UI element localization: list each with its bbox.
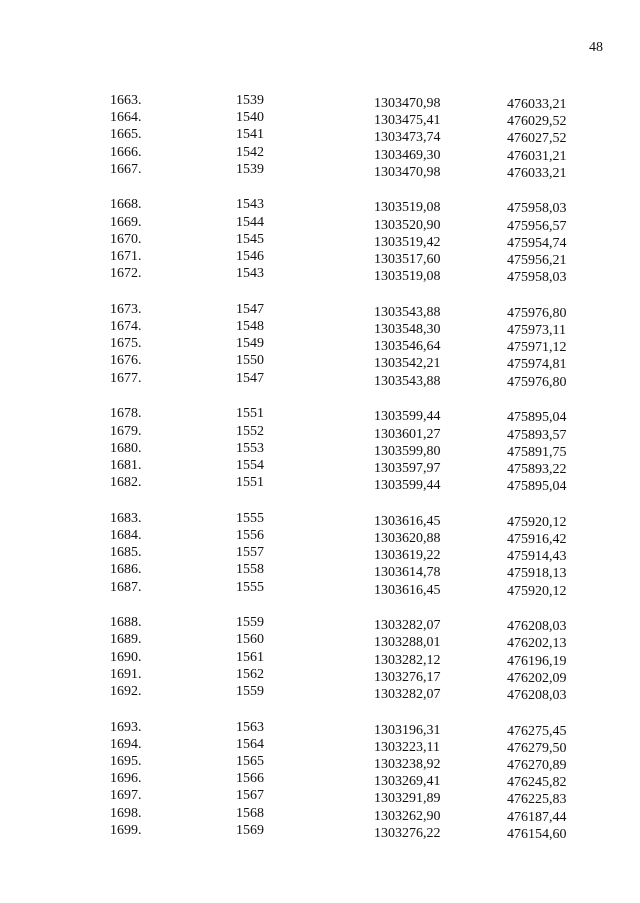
point-id: 1554 (236, 457, 264, 473)
row-group (0, 301, 640, 390)
table-row (0, 335, 640, 356)
point-id: 1553 (236, 440, 264, 456)
point-id: 1542 (236, 144, 264, 160)
coordinate-y: 475971,12 (507, 340, 567, 356)
table-row (0, 214, 640, 234)
table-row (0, 561, 640, 582)
coordinate-x: 1303519,08 (374, 269, 441, 285)
coordinate-y: 476225,83 (507, 792, 567, 808)
coordinate-y: 476033,21 (507, 97, 567, 112)
point-id: 1565 (236, 754, 264, 769)
table-row (0, 736, 640, 756)
row-number: 1673. (110, 301, 142, 317)
row-number: 1694. (110, 736, 142, 752)
row-group (0, 405, 640, 495)
coordinate-y: 476154,60 (507, 826, 567, 842)
table-row (0, 753, 640, 773)
table-row (0, 631, 640, 652)
point-id: 1550 (236, 353, 264, 369)
row-number: 1678. (110, 406, 142, 422)
coordinate-y: 475956,21 (507, 253, 567, 268)
coordinate-y: 476202,13 (507, 636, 567, 652)
coordinate-x: 1303620,88 (374, 530, 441, 546)
point-id: 1545 (236, 231, 264, 247)
table-row (0, 196, 640, 217)
coordinate-y: 475958,03 (507, 270, 567, 286)
row-number: 1666. (110, 144, 142, 160)
row-number: 1677. (110, 370, 142, 386)
coordinate-x: 1303599,80 (374, 443, 441, 459)
table-row (0, 405, 640, 426)
row-number: 1692. (110, 683, 142, 699)
coordinate-y: 476033,21 (507, 165, 567, 181)
coordinate-y: 476270,89 (507, 758, 567, 773)
row-number: 1698. (110, 805, 142, 821)
point-id: 1555 (236, 579, 264, 595)
row-number: 1697. (110, 788, 142, 804)
page-number: 48 (589, 40, 603, 55)
table-row (0, 474, 640, 495)
point-id: 1561 (236, 649, 264, 665)
table-row (0, 719, 640, 739)
table-row (0, 614, 640, 635)
row-number: 1671. (110, 249, 142, 264)
coordinate-y: 476245,82 (507, 775, 567, 791)
coordinate-y: 476029,52 (507, 114, 567, 130)
row-number: 1682. (110, 475, 142, 491)
point-id: 1555 (236, 510, 264, 526)
coordinate-y: 475954,74 (507, 235, 567, 251)
row-number: 1699. (110, 822, 142, 838)
coordinate-x: 1303269,41 (374, 774, 441, 790)
coordinate-y: 475920,12 (507, 514, 567, 530)
point-id: 1557 (236, 545, 264, 561)
table-row (0, 544, 640, 565)
table-row (0, 805, 640, 825)
point-id: 1559 (236, 683, 264, 699)
table-row (0, 92, 640, 112)
row-number: 1668. (110, 197, 142, 213)
point-id: 1564 (236, 736, 264, 752)
point-id: 1543 (236, 266, 264, 282)
coordinate-x: 1303616,45 (374, 582, 441, 598)
row-number: 1690. (110, 649, 142, 665)
point-id: 1562 (236, 666, 264, 682)
table-row (0, 265, 640, 286)
row-group (0, 196, 640, 286)
coordinate-x: 1303291,89 (374, 791, 441, 807)
point-id: 1566 (236, 771, 264, 787)
coordinate-x: 1303475,41 (374, 113, 441, 129)
coordinate-y: 475920,12 (507, 583, 567, 599)
point-id: 1543 (236, 197, 264, 213)
row-number: 1689. (110, 632, 142, 648)
coordinate-x: 1303282,07 (374, 618, 441, 634)
point-id: 1567 (236, 788, 264, 804)
row-number: 1679. (110, 423, 142, 439)
coordinate-y: 476275,45 (507, 723, 567, 739)
point-id: 1549 (236, 336, 264, 352)
coordinate-x: 1303520,90 (374, 217, 441, 233)
point-id: 1547 (236, 301, 264, 317)
coordinate-x: 1303262,90 (374, 808, 441, 824)
coordinate-y: 476279,50 (507, 740, 567, 756)
row-number: 1687. (110, 579, 142, 595)
row-number: 1693. (110, 719, 142, 735)
point-id: 1547 (236, 370, 264, 386)
coordinate-x: 1303276,17 (374, 669, 441, 685)
coordinate-x: 1303548,30 (374, 322, 441, 338)
coordinate-y: 475893,22 (507, 461, 567, 477)
point-id: 1546 (236, 249, 264, 264)
coordinate-y: 475958,03 (507, 201, 567, 217)
point-id: 1539 (236, 93, 264, 108)
coordinate-x: 1303614,78 (374, 565, 441, 581)
coordinate-y: 476208,03 (507, 619, 567, 635)
coordinate-x: 1303282,07 (374, 686, 441, 702)
row-group (0, 92, 640, 181)
coordinate-x: 1303546,64 (374, 339, 441, 355)
row-number: 1684. (110, 527, 142, 543)
coordinate-y: 476202,09 (507, 670, 567, 686)
coordinate-x: 1303288,01 (374, 635, 441, 651)
coordinate-y: 476208,03 (507, 687, 567, 703)
coordinate-y: 476027,52 (507, 131, 567, 147)
coordinate-y: 475914,43 (507, 549, 567, 565)
coordinate-x: 1303519,42 (374, 234, 441, 250)
coordinate-x: 1303282,12 (374, 652, 441, 668)
coordinate-y: 475895,04 (507, 479, 567, 495)
row-number: 1670. (110, 231, 142, 247)
coordinate-x: 1303542,21 (374, 356, 441, 372)
row-group (0, 719, 640, 842)
coordinate-x: 1303599,44 (374, 478, 441, 494)
row-number: 1680. (110, 440, 142, 456)
table-row (0, 318, 640, 339)
row-number: 1667. (110, 161, 142, 177)
coordinate-x: 1303196,31 (374, 722, 441, 738)
point-id: 1560 (236, 632, 264, 648)
coordinate-x: 1303470,98 (374, 164, 441, 180)
point-id: 1556 (236, 527, 264, 543)
point-id: 1551 (236, 406, 264, 422)
coordinate-x: 1303238,92 (374, 757, 441, 772)
point-id: 1563 (236, 719, 264, 735)
table-row (0, 144, 640, 164)
row-number: 1665. (110, 127, 142, 143)
coordinate-x: 1303619,22 (374, 548, 441, 564)
coordinate-y: 475976,80 (507, 374, 567, 390)
table-row (0, 126, 640, 147)
table-row (0, 787, 640, 808)
row-number: 1664. (110, 110, 142, 126)
table-row (0, 231, 640, 251)
table-row (0, 440, 640, 460)
coordinate-y: 475976,80 (507, 305, 567, 321)
coordinate-y: 475895,04 (507, 410, 567, 426)
row-number: 1681. (110, 457, 142, 473)
coordinate-x: 1303616,45 (374, 513, 441, 529)
row-number: 1696. (110, 771, 142, 787)
row-number: 1663. (110, 93, 142, 108)
table-row (0, 822, 640, 842)
row-number: 1669. (110, 214, 142, 230)
coordinate-x: 1303599,44 (374, 409, 441, 425)
row-number: 1685. (110, 545, 142, 561)
row-number: 1675. (110, 336, 142, 352)
row-number: 1686. (110, 562, 142, 578)
coordinate-x: 1303276,22 (374, 825, 441, 841)
point-id: 1552 (236, 423, 264, 439)
coordinate-y: 475918,13 (507, 566, 567, 582)
coordinate-y: 476031,21 (507, 148, 567, 164)
table-row (0, 770, 640, 791)
point-id: 1548 (236, 319, 264, 335)
row-number: 1691. (110, 666, 142, 682)
point-id: 1540 (236, 110, 264, 126)
table-row (0, 579, 640, 599)
point-id: 1539 (236, 161, 264, 177)
row-number: 1688. (110, 615, 142, 631)
table-row (0, 457, 640, 477)
coordinate-y: 475893,57 (507, 427, 567, 443)
point-id: 1551 (236, 475, 264, 491)
row-number: 1674. (110, 319, 142, 335)
table-row (0, 527, 640, 547)
coordinate-x: 1303469,30 (374, 147, 441, 163)
table-row (0, 683, 640, 703)
table-row (0, 248, 640, 268)
row-group (0, 510, 640, 599)
coordinate-y: 476196,19 (507, 653, 567, 669)
coordinate-x: 1303473,74 (374, 130, 441, 146)
table-row (0, 370, 640, 390)
point-id: 1569 (236, 822, 264, 838)
coordinate-x: 1303517,60 (374, 252, 441, 267)
table-row (0, 109, 640, 130)
table-row (0, 161, 640, 181)
point-id: 1558 (236, 562, 264, 578)
coordinate-y: 475973,11 (507, 323, 566, 339)
point-id: 1541 (236, 127, 264, 143)
row-group (0, 614, 640, 703)
point-id: 1568 (236, 805, 264, 821)
coordinate-y: 476187,44 (507, 809, 567, 825)
table-row (0, 666, 640, 686)
table-row (0, 510, 640, 530)
coordinate-x: 1303601,27 (374, 426, 441, 442)
coordinate-y: 475916,42 (507, 531, 567, 547)
row-number: 1695. (110, 754, 142, 769)
row-number: 1683. (110, 510, 142, 526)
coordinate-y: 475956,57 (507, 218, 567, 234)
coordinate-table (0, 92, 640, 857)
coordinate-x: 1303543,88 (374, 304, 441, 320)
coordinate-x: 1303519,08 (374, 200, 441, 216)
row-number: 1672. (110, 266, 142, 282)
coordinate-y: 475891,75 (507, 444, 567, 460)
coordinate-x: 1303223,11 (374, 739, 440, 755)
point-id: 1544 (236, 214, 264, 230)
table-row (0, 301, 640, 321)
table-row (0, 649, 640, 669)
table-row (0, 352, 640, 373)
coordinate-x: 1303597,97 (374, 460, 441, 476)
row-number: 1676. (110, 353, 142, 369)
coordinate-x: 1303543,88 (374, 373, 441, 389)
point-id: 1559 (236, 615, 264, 631)
table-row (0, 423, 640, 443)
coordinate-x: 1303470,98 (374, 96, 441, 111)
coordinate-y: 475974,81 (507, 357, 567, 373)
